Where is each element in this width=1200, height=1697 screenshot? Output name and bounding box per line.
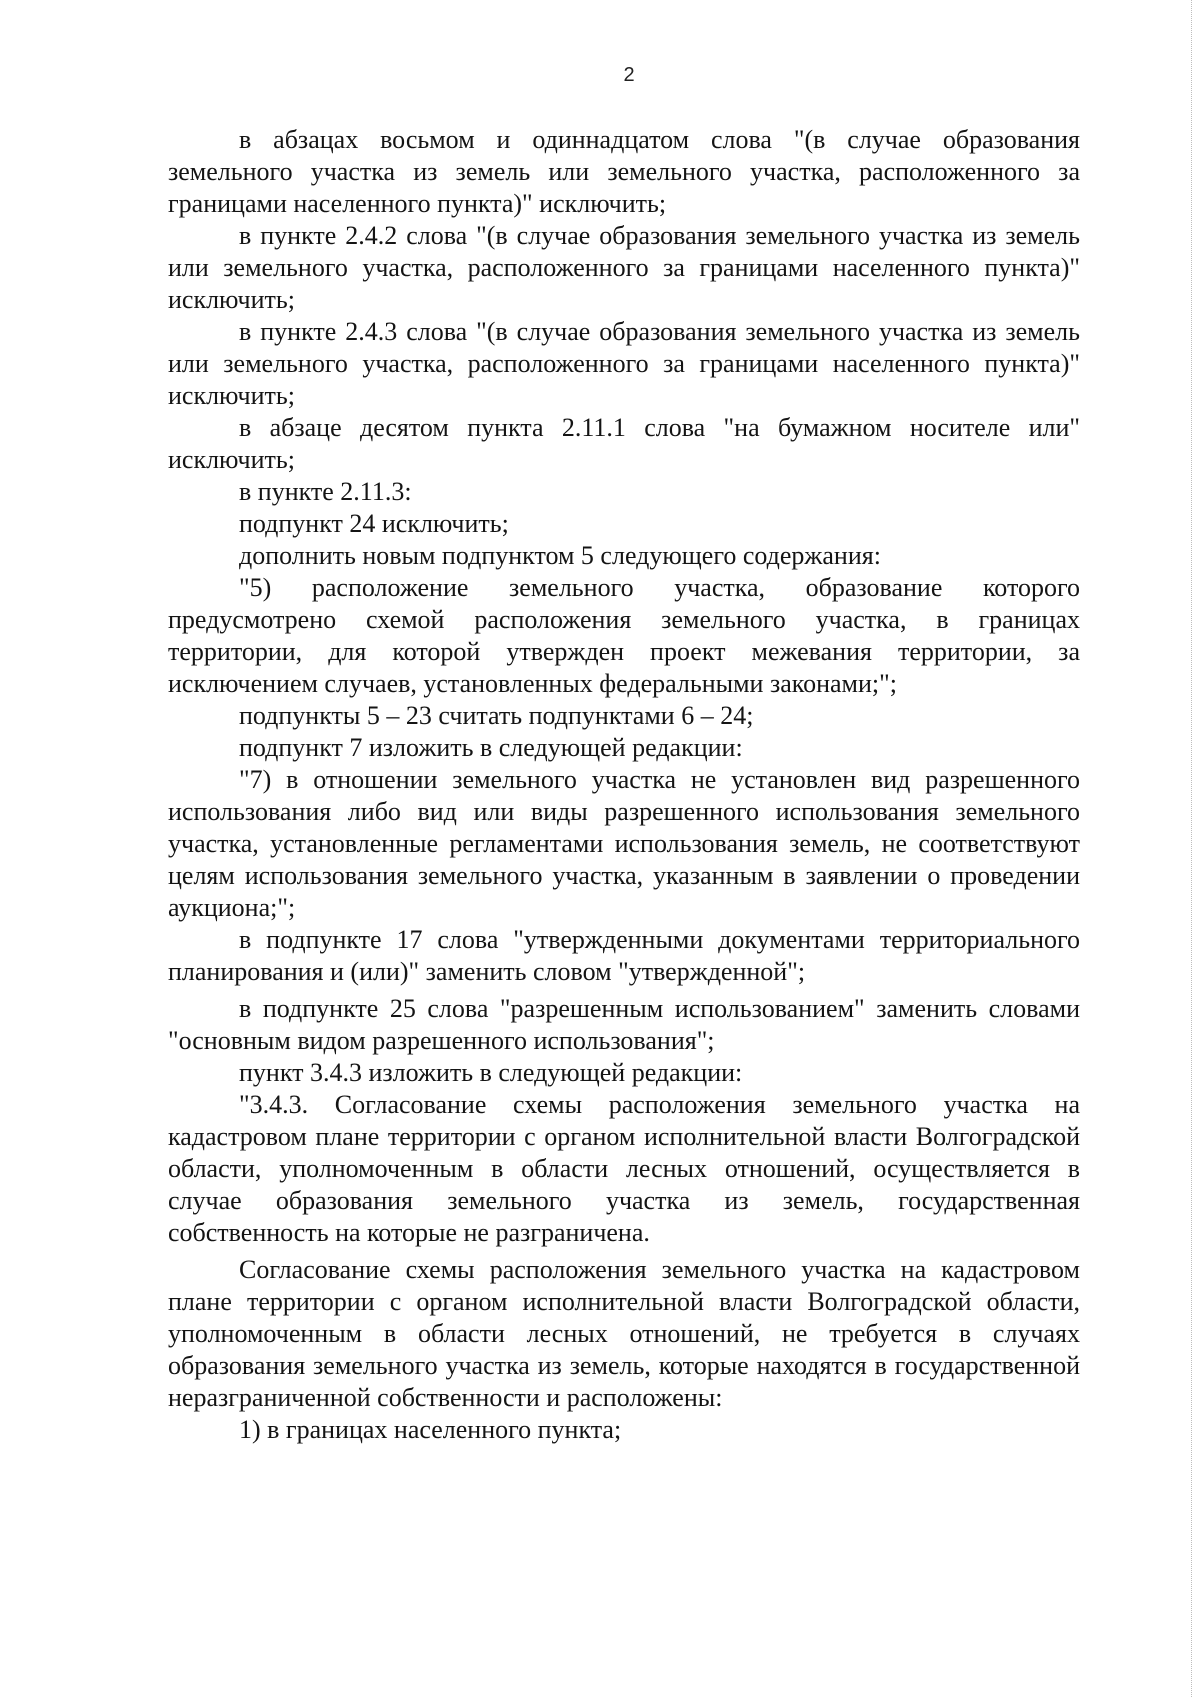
scan-edge-line — [1190, 0, 1192, 1697]
paragraph: "3.4.3. Согласование схемы расположения земельного участка на кадастровом плане территории с органом исполнительной власти Волгоградской области, уполномоченным в области лесных отношений, осуществляется в случае образования земельного участка из земель, государственная собственность на которые не разграничена. — [168, 1090, 1080, 1247]
paragraph: "7) в отношении земельного участка не установлен вид разрешенного использования либо вид или виды разрешенного использования земельного участка, установленные регламентами использования земель, не соответствуют целям использования земельного участка, указанным в заявлении о проведении аукциона;"; — [168, 765, 1080, 922]
paragraph: в пункте 2.4.3 слова "(в случае образования земельного участка из земель или земельного участка, расположенного за границами населенного пункта)" исключить; — [168, 317, 1080, 410]
paragraph: подпункт 24 исключить; — [239, 509, 509, 538]
page-number: 2 — [623, 64, 635, 86]
paragraph: в пункте 2.11.3: — [239, 477, 412, 506]
paragraph: пункт 3.4.3 изложить в следующей редакции: — [239, 1058, 743, 1087]
paragraph: в пункте 2.4.2 слова "(в случае образования земельного участка из земель или земельного участка, расположенного за границами населенного пункта)" исключить; — [168, 221, 1080, 314]
paragraph: в подпункте 17 слова "утвержденными документами территориального планирования и (или)" заменить словом "утвержденной"; — [168, 925, 1080, 986]
document-body — [168, 124, 1080, 1446]
paragraph: в абзацах восьмом и одиннадцатом слова "(в случае образования земельного участка из земель или земельного участка, расположенного за границами населенного пункта)" исключить; — [168, 125, 1080, 218]
paragraph: в абзаце десятом пункта 2.11.1 слова "на бумажном носителе или" исключить; — [168, 413, 1080, 474]
paragraph: в подпункте 25 слова "разрешенным использованием" заменить словами "основным видом разрешенного использования"; — [168, 994, 1080, 1055]
paragraph: подпункт 7 изложить в следующей редакции: — [239, 733, 743, 762]
paragraph: подпункты 5 – 23 считать подпунктами 6 – 24; — [239, 701, 754, 730]
paragraph: дополнить новым подпунктом 5 следующего содержания: — [239, 541, 881, 570]
paragraph: "5) расположение земельного участка, образование которого предусмотрено схемой расположения земельного участка, в границах территории, для которой утвержден проект межевания территории, за исключением случаев, установленных федеральными законами;"; — [168, 573, 1080, 698]
paragraph: 1) в границах населенного пункта; — [239, 1415, 622, 1444]
paragraph: Согласование схемы расположения земельного участка на кадастровом плане территории с органом исполнительной власти Волгоградской области, уполномоченным в области лесных отношений, не требуется в случаях образования земельного участка из земель, которые находятся в государственной неразграниченной собственности и расположены: — [168, 1255, 1080, 1412]
